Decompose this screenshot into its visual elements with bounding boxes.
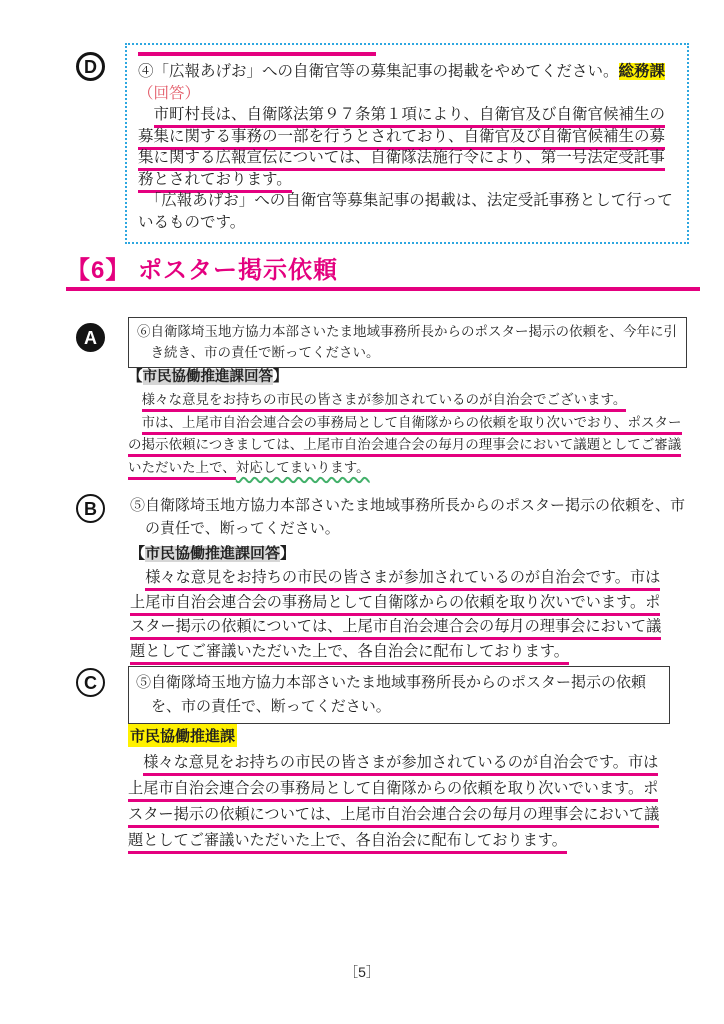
a-p1-indent	[128, 392, 142, 407]
section-6-heading-rule	[66, 287, 700, 291]
pink-underline-fragment	[138, 52, 376, 56]
a-paragraph-1	[128, 389, 690, 412]
a-question-box	[128, 317, 687, 368]
d-closing-indent	[138, 192, 154, 209]
answer-box-d	[125, 43, 689, 244]
c-indent	[128, 754, 143, 771]
a-p2-indent	[128, 415, 142, 430]
d-indent	[138, 106, 154, 123]
d-closing-paragraph	[138, 190, 676, 233]
c-department-highlight: 市民協働推進課	[128, 724, 237, 747]
a-p2-wavy-text: 対応してまいります。	[235, 459, 370, 475]
a-question-text: ⑥自衛隊埼玉地方協力本部さいたま地域事務所長からのポスター掲示の依頼を、今年に引き続き、市の責任で断ってください。	[137, 324, 677, 360]
d-answer-underlined-text: 市町村長は、自衛隊法第９７条第１項により、自衛官及び自衛官候補生の募集に関する事務の一部を行うとされており、自衛官及び自衛官候補生の募集に関する広報宣伝については、自衛隊法施行令により、第一号法定受託事務とされております。	[138, 106, 665, 193]
b-answer-header-open: 【	[130, 546, 146, 562]
c-underlined-text: 様々な意見をお持ちの市民の皆さまが参加されているのが自治会です。市は上尾市自治会連合会の事務局として自衛隊からの依頼を取り次いでいます。ポスター掲示の依頼については、上尾市自治会連合会の毎月の理事会において議題としてご審議いただいた上で、各自治会に配布しております。	[128, 754, 659, 854]
d-question-line	[138, 61, 676, 83]
b-indent	[130, 569, 145, 586]
a-answer-body	[128, 389, 690, 479]
d-closing-text: 「広報あげお」への自衛官等募集記事の掲載は、法定受託事務として行っているものです。	[138, 192, 673, 231]
b-answer-body	[130, 566, 667, 664]
a-answer-header-label: 市民協働推進課回答	[142, 369, 273, 385]
c-answer-body	[128, 750, 665, 854]
a-p2-underlined-text: 市は、上尾市自治会連合会の事務局として自衛隊からの依頼を取り次いでおり、ポスターの掲示依頼につきましては、上尾市自治会連合会の毎月の理事会において議題としてご審議いただいた上で、	[128, 415, 682, 480]
b-question-text: ⑤自衛隊埼玉地方協力本部さいたま地域事務所長からのポスター掲示の依頼を、市の責任で、断ってください。	[130, 498, 686, 537]
b-question	[130, 495, 692, 541]
a-answer-header-open: 【	[128, 369, 143, 385]
a-answer-header	[128, 365, 288, 386]
a-answer-header-close: 】	[273, 369, 288, 385]
marker-circle-a: A	[76, 323, 105, 352]
b-answer-header-close: 】	[280, 546, 296, 562]
a-p1-underlined-text: 様々な意見をお持ちの市民の皆さまが参加されているのが自治会でございます。	[142, 392, 627, 412]
c-question-box	[128, 666, 670, 724]
b-answer-header	[130, 542, 295, 563]
d-department-highlight: 総務課	[618, 63, 666, 80]
d-question-text: ④「広報あげお」への自衛官等の募集記事の掲載をやめてください。	[138, 63, 619, 80]
b-underlined-text: 様々な意見をお持ちの市民の皆さまが参加されているのが自治会です。市は上尾市自治会連合会の事務局として自衛隊からの依頼を取り次いでいます。ポスター掲示の依頼については、上尾市自治会連合会の毎月の理事会において議題としてご審議いただいた上で、各自治会に配布しております。	[130, 569, 661, 665]
section-6-heading: 【6】 ポスター掲示依頼	[66, 257, 339, 284]
marker-circle-c: C	[76, 668, 105, 697]
a-paragraph-2	[128, 412, 690, 480]
d-answer-paragraph	[138, 104, 676, 190]
d-answer-label: （回答）	[138, 84, 201, 102]
marker-circle-d: D	[76, 52, 105, 81]
marker-circle-b: B	[76, 494, 105, 523]
page-number: ［5］	[344, 964, 380, 980]
b-answer-header-label: 市民協働推進課回答	[145, 546, 281, 562]
c-question-text: ⑤自衛隊埼玉地方協力本部さいたま地域事務所長からのポスター掲示の依頼を、市の責任で、断ってください。	[136, 675, 647, 715]
